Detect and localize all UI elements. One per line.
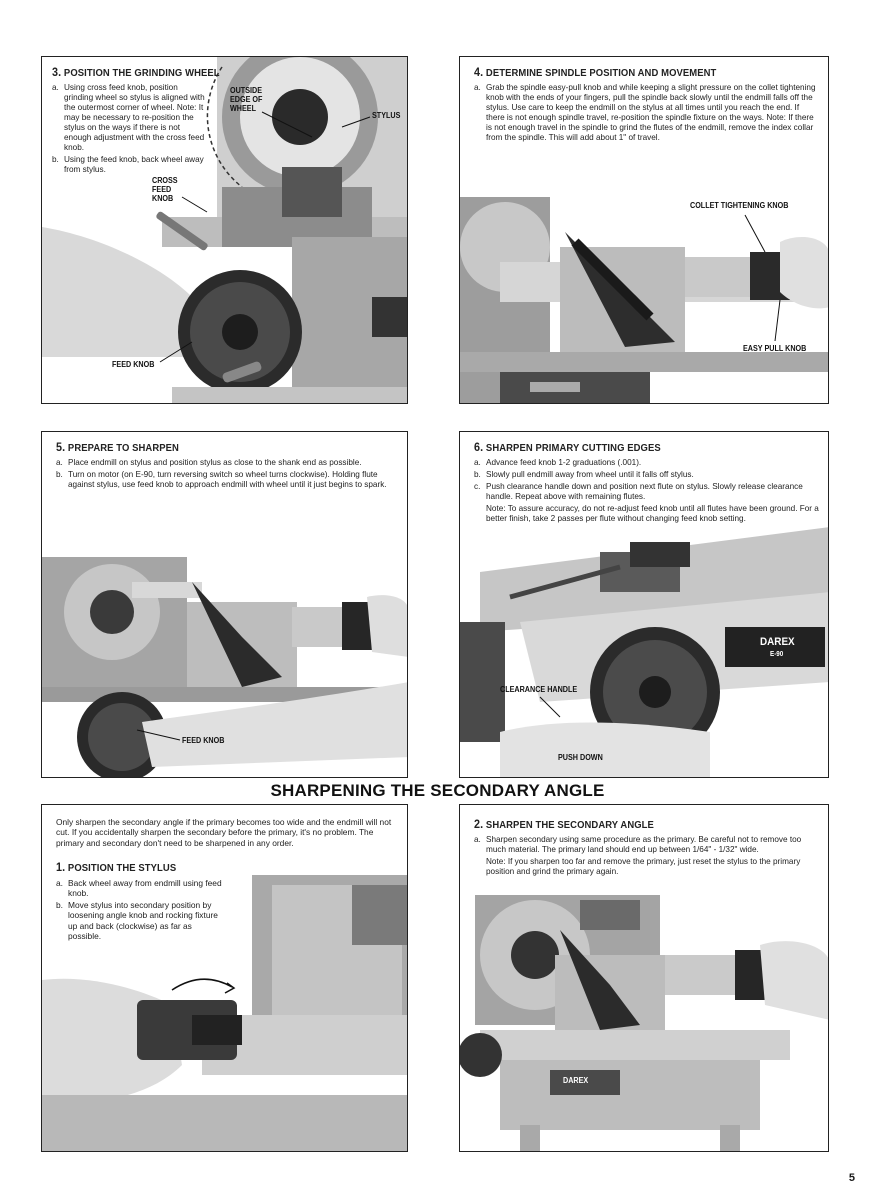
instruction-item: b. Using the feed knob, back wheel away from stylus. [52,154,204,174]
instruction-item: b. Slowly pull endmill away from wheel until it falls off stylus. [474,469,694,479]
instruction-item: a. Back wheel away from endmill using feed knob. [56,877,222,898]
instruction-item: a. Sharpen secondary using same procedure as the primary. Be careful not to remove too much material. The primary land should end up between 1/64" - 1/32" wide. [474,834,802,854]
instruction-item: a. Advance feed knob 1-2 graduations (.001). [474,457,642,467]
callout-outside-edge: OUTSIDE EDGE OF WHEEL [230,86,263,113]
step-title: 1. POSITION THE STYLUS [56,859,177,874]
callout-stylus: STYLUS [372,111,401,120]
step-title: 4. DETERMINE SPINDLE POSITION AND MOVEMENT [474,65,717,79]
callout-arrows [42,57,408,404]
page-number: 5 [848,1172,855,1184]
intro-paragraph: Only sharpen the secondary angle if the primary becomes too wide and the endmill will not cut. If you accidentally sharpen the secondary before the primary, it's no problem. The primary and secondary don't need to be sharpened in any order. [56,817,392,848]
instruction-item: b. Turn on motor (on E-90, turn reversing switch so wheel turns clockwise). Holding flute against stylus, use feed knob to approach endmill with wheel until it just begins to spark. [56,469,387,489]
callout-arrows [42,432,408,778]
instruction-item: b. Move stylus into secondary position by loosening angle knob and rocking fixture up and back (clockwise) as far as possible. [56,900,218,941]
instruction-item: c. Push clearance handle down and position next flute on stylus. Slowly release clearance handle. Repeat above with remaining flutes. [474,481,803,501]
instruction-note: Note: If you sharpen too far and remove the primary, just reset the stylus to the primary position and grind the primary again. [486,856,801,876]
brand-label: DAREX [760,636,795,648]
instruction-item: a. Place endmill on stylus and position stylus as close to the shank end as possible. [56,457,362,467]
callout-feed-knob: FEED KNOB [182,736,225,745]
instruction-note: Note: To assure accuracy, do not re-adjust feed knob until all flutes have been ground. For a better finish, take 2 passes per flute without changing feed knob setting. [486,503,819,523]
model-label: E-90 [770,651,784,658]
section-heading: SHARPENING THE SECONDARY ANGLE [270,781,605,800]
panel-sharpen-primary [459,431,829,778]
panel-prepare-to-sharpen [41,431,408,778]
callout-feed-knob: FEED KNOB [112,360,155,369]
step-title: 3. POSITION THE GRINDING WHEEL [52,65,220,79]
callout-arrows [460,432,829,778]
panel-sharpen-secondary [459,804,829,1152]
step-title: 5. PREPARE TO SHARPEN [56,440,179,454]
callout-arrows [460,57,829,404]
panel-position-grinding-wheel [41,56,408,404]
panel-position-stylus [41,804,408,1152]
callout-clearance-handle: CLEARANCE HANDLE [500,685,578,694]
instruction-item: a. Using cross feed knob, position grinding wheel so stylus is aligned with the outermost corner of wheel. Note: It may be necessary to re-position the stylus on the ways if there is not enough adjustment with the cross feed knob. [52,82,205,152]
callout-collet-knob: COLLET TIGHTENING KNOB [690,201,789,210]
panel-determine-spindle [459,56,829,404]
step-title: 6. SHARPEN PRIMARY CUTTING EDGES [474,440,661,454]
callout-cross-feed-knob: CROSS FEED KNOB [152,176,178,203]
brand-label: DAREX [563,1076,589,1085]
step-title: 2. SHARPEN THE SECONDARY ANGLE [474,817,654,831]
callout-push-down: PUSH DOWN [558,753,603,762]
callout-easy-pull-knob: EASY PULL KNOB [743,344,807,353]
instruction-item: a. Grab the spindle easy-pull knob and while keeping a slight pressure on the collet tightening knob with the ends of your fingers, pull the spindle back slowly until the endmill falls off the stylus. Use care to keep the endmill on the stylus at all times until you reach the end. If there is not enough spindle travel, re-position the spindle fixture on the ways. Note: If there is not enough travel in the spindle to grind the flutes of the endmill, remove the index collar from the spindle. This will add about 1" of travel. [474,82,816,142]
